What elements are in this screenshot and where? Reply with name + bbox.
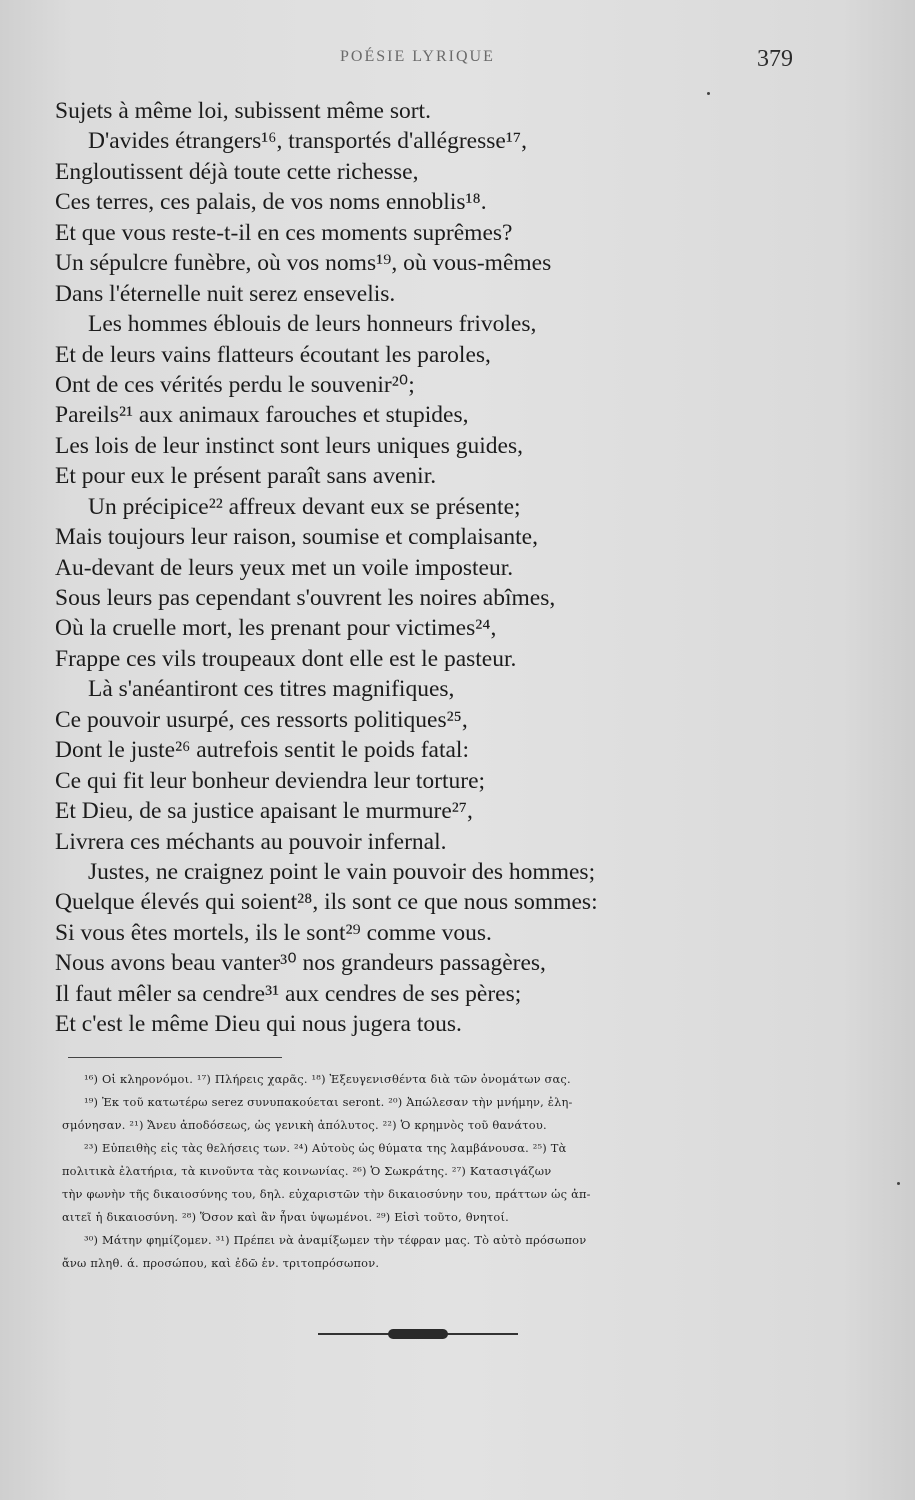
print-speck (707, 92, 710, 95)
end-ornament (318, 1328, 518, 1340)
footnote-line: πολιτικὰ ἐλατήρια, τὰ κινοῦντα τὰς κοινωνίας. ²⁶) Ὁ Σωκράτης. ²⁷) Κατασιγάζων (62, 1164, 552, 1178)
poem-line: Au-devant de leurs yeux met un voile imposteur. (55, 554, 514, 581)
ornament-knot (388, 1329, 448, 1339)
poem-line: Et de leurs vains flatteurs écoutant les paroles, (55, 341, 491, 368)
poem-line: D'avides étrangers¹⁶, transportés d'allégresse¹⁷, (88, 128, 527, 155)
footnote-line: ¹⁶) Οἱ κληρονόμοι. ¹⁷) Πλήρεις χαρᾶς. ¹⁸) Ἐξευγενισθέντα διὰ τῶν ὀνομάτων σας. (84, 1072, 571, 1086)
poem-body (55, 96, 655, 1040)
poem-line: Ces terres, ces palais, de vos noms ennoblis¹⁸. (55, 189, 487, 216)
poem-line: Pareils²¹ aux animaux farouches et stupides, (55, 402, 469, 429)
poem-line: Les hommes éblouis de leurs honneurs frivoles, (88, 311, 537, 338)
running-title: POÉSIE LYRIQUE (340, 48, 495, 65)
poem-line: Dont le juste²⁶ autrefois sentit le poids fatal: (55, 737, 469, 764)
footnote-line: ³⁰) Μάτην φημίζομεν. ³¹) Πρέπει νὰ ἀναμίξωμεν τὴν τέφραν μας. Τὸ αὐτὸ πρόσωπον (84, 1233, 587, 1247)
poem-line: Sujets à même loi, subissent même sort. (55, 98, 431, 124)
poem-line: Où la cruelle mort, les prenant pour victimes²⁴, (55, 615, 497, 642)
poem-line: Engloutissent déjà toute cette richesse, (55, 158, 419, 185)
poem-line: Il faut mêler sa cendre³¹ aux cendres de ses pères; (55, 980, 522, 1007)
poem-line: Ce qui fit leur bonheur deviendra leur torture; (55, 767, 486, 794)
poem-line: Si vous êtes mortels, ils le sont²⁹ comme vous. (55, 919, 492, 946)
poem-line: Un précipice²² affreux devant eux se présente; (88, 493, 521, 520)
poem-line: Là s'anéantiront ces titres magnifiques, (88, 676, 455, 703)
page-number: 379 (757, 46, 793, 72)
poem-line: Ce pouvoir usurpé, ces ressorts politiques²⁵, (55, 706, 468, 733)
poem-line: Et Dieu, de sa justice apaisant le murmure²⁷, (55, 798, 473, 825)
poem-line: Mais toujours leur raison, soumise et complaisante, (55, 524, 538, 551)
poem-line: Nous avons beau vanter³⁰ nos grandeurs passagères, (55, 950, 546, 977)
poem-line: Quelque élevés qui soient²⁸, ils sont ce que nous sommes: (55, 889, 598, 916)
poem-line: Un sépulcre funèbre, où vos noms¹⁹, où vous-mêmes (55, 250, 552, 277)
poem-line: Livrera ces méchants au pouvoir infernal. (55, 828, 447, 855)
footnote-line: σμόνησαν. ²¹) Ἄνευ ἀποδόσεως, ὡς γενικὴ ἀπόλυτος. ²²) Ὁ κρημνὸς τοῦ θανάτου. (62, 1118, 547, 1132)
poem-line: Frappe ces vils troupeaux dont elle est le pasteur. (55, 645, 517, 672)
poem-line: Et que vous reste-t-il en ces moments suprêmes? (55, 219, 513, 246)
poem-line: Dans l'éternelle nuit serez ensevelis. (55, 280, 396, 307)
poem-line: Ont de ces vérités perdu le souvenir²⁰; (55, 371, 415, 398)
footnote-line: ἄνω πληθ. ά. προσώπου, καὶ ἐδῶ ἑν. τριτοπρόσωπον. (62, 1256, 380, 1270)
poem-line: Les lois de leur instinct sont leurs uniques guides, (55, 432, 523, 459)
running-head (0, 46, 915, 76)
footnote-separator-rule (68, 1057, 282, 1058)
poem-line: Sous leurs pas cependant s'ouvrent les noires abîmes, (55, 585, 556, 611)
footnotes (62, 1068, 832, 1275)
footnote-line: τὴν φωνὴν τῆς δικαιοσύνης του, δηλ. εὐχαριστῶν τὴν δικαιοσύνην του, πράττων ὡς ἀπ- (62, 1187, 591, 1201)
print-speck (897, 1182, 900, 1185)
footnote-line: ¹⁹) Ἐκ τοῦ κατωτέρω serez συνυπακούεται seront. ²⁰) Ἀπώλεσαν τὴν μνήμην, ἐλη- (84, 1095, 573, 1109)
poem-line: Justes, ne craignez point le vain pouvoir des hommes; (88, 858, 596, 885)
poem-line: Et c'est le même Dieu qui nous jugera tous. (55, 1011, 462, 1038)
footnote-line: ²³) Εὐπειθὴς εἰς τὰς θελήσεις των. ²⁴) Αὐτοὺς ὡς θύματα της λαμβάνουσα. ²⁵) Τὰ (84, 1141, 567, 1155)
footnote-line: αιτεῖ ἡ δικαιοσύνη. ²⁸) Ὅσον καὶ ἂν ἦναι ὑψωμένοι. ²⁹) Εἰσὶ τοῦτο, θνητοί. (62, 1210, 509, 1224)
poem-line: Et pour eux le présent paraît sans avenir. (55, 463, 437, 490)
